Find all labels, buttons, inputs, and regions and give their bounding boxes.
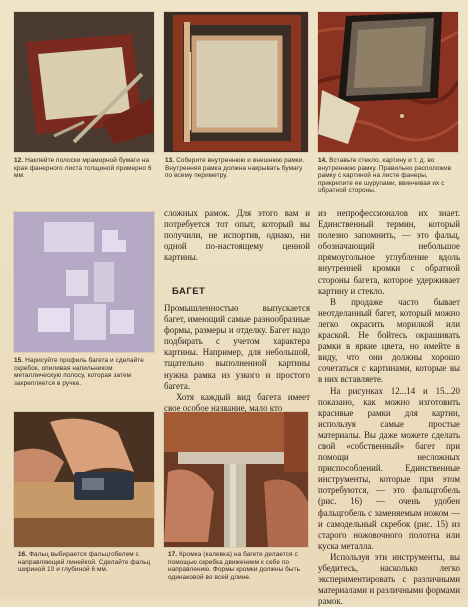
photo-14-insert-glass (318, 12, 458, 152)
section-heading-baget: БАГЕТ (172, 286, 206, 297)
caption-15-number: 15. (14, 357, 24, 364)
photo-13-inner-outer-frames (164, 12, 308, 152)
caption-16 (18, 551, 158, 574)
middle-column-top (164, 208, 310, 263)
caption-13-number: 13. (165, 157, 175, 164)
middle-paragraph-1: Промышленностью выпускается багет, имеющий самые разнообразные формы, размеры и отделку. Багет надо подбирать с учетом характера картины. Например, для небольшой, тщательно выполненной картины нужна рамка из узкого и простого багета. (164, 303, 310, 391)
caption-17 (168, 551, 310, 581)
photo-12-illustration (14, 12, 154, 152)
caption-16-number: 16. (18, 551, 28, 558)
photo-17-illustration (164, 412, 308, 547)
caption-13-text: Соберите внутреннюю и внешнюю рамки. Внутренняя рамка должна накрывать бумагу по всему периметру. (165, 157, 305, 180)
caption-13 (165, 157, 310, 180)
right-paragraph-1: из непрофессионалов их знает. Единственный термин, который полезно запомнить, — это фальц, обозначающий небольшое прямоугольное углубление вдоль внутренней кромки с обратной стороны багета, которое удерживает картину и стекло. (318, 208, 460, 296)
caption-15-text: Нарисуйте профиль багета и сделайте скребок, опиливая напильником металлическую полосу, которая затем закрепляется в ручке. (14, 357, 144, 387)
middle-paragraph-2: Хотя каждый вид багета имеет свое особое название, мало кто (164, 391, 310, 413)
photo-15-illustration (14, 212, 154, 352)
caption-14 (318, 157, 460, 195)
middle-column-body (164, 303, 310, 414)
caption-17-text: Кромка (калевка) на багете делается с помощью скребка движением к себе по направлению. Формы кромки должны быть одинаковой во всей длине. (168, 551, 301, 581)
photo-16-rabbet-plane (14, 412, 154, 547)
photo-17-molding-scraper (164, 412, 308, 547)
photo-15-profile-scraper (14, 212, 154, 352)
right-column (318, 208, 460, 607)
right-paragraph-4: Используя эти инструменты, вы убедитесь, насколько легко экспериментировать с различными материалами и различными формами рамок. (318, 551, 460, 607)
caption-12-text: Наклейте полоски мраморной бумаги на края фанерного листа толщиной примерно 6 мм. (14, 157, 152, 180)
photo-13-illustration (164, 12, 308, 152)
photo-12-marble-paper-on-plywood (14, 12, 154, 152)
caption-14-text: Вставьте стекло, картину и т. д. во внутреннюю рамку. Правильно расположив рамку с картиной на листе фанеры, прикрепите ее шурупами, ввинчивая их с обратной стороны. (318, 157, 452, 195)
caption-16-text: Фальц выбирается фальцгобелем с направляющей линейкой. Сделайте фальц шириной 10 и глубиной 6 мм. (18, 551, 151, 574)
right-paragraph-2: В продаже часто бывает неотделанный багет, который можно легко окрасить морилкой или краской. Не бойтесь окрашивать рамки в яркие цвета, но имейте в виду, что они должны хорошо сочетаться с картинами, которые вы в них вставляете. (318, 296, 460, 385)
caption-12 (14, 157, 159, 180)
middle-paragraph-intro: сложных рамок. Для этого вам и потребуется тот опыт, который вы получили, не испортив, однако, ни одной по-настоящему ценной картины. (164, 208, 310, 263)
caption-17-number: 17. (168, 551, 178, 558)
photo-14-illustration (318, 12, 458, 152)
caption-15 (14, 357, 159, 387)
right-paragraph-3: На рисунках 12...14 и 15...20 показано, как можно изготовить красивые рамки для картин, используя самые простые материалы. Вы даже можете сделать свой «собственный» багет при помощи несложных приспособлений. Единственные инструменты, которые при этом потребуются, — это фальцгобель (рис. 16) — очень удобен фальцгобель с заменяемым ножом — и самодельный скребок (рис. 15) из старого ножовочного полотна или куска металла. (318, 385, 460, 551)
caption-14-number: 14. (318, 157, 328, 164)
caption-12-number: 12. (14, 157, 24, 164)
photo-16-illustration (14, 412, 154, 547)
